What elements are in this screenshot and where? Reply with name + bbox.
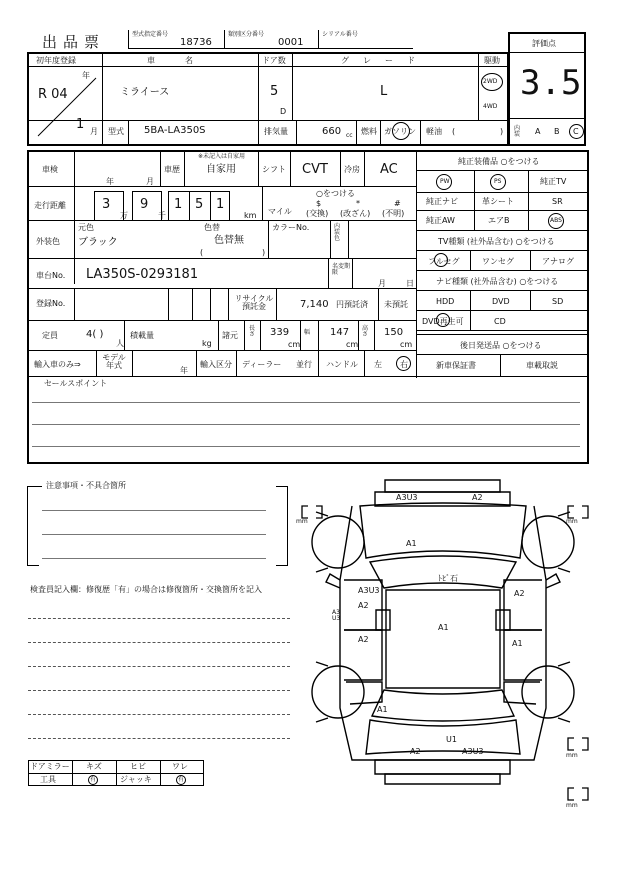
color-no-label: カラーNo. bbox=[272, 223, 310, 232]
capacity-label: 定員 bbox=[42, 331, 58, 340]
drive-label: 駆動 bbox=[484, 56, 500, 65]
dmg-rear-left: A2 bbox=[410, 747, 421, 756]
len-value: 339 bbox=[270, 327, 290, 338]
tools-h4: ワレ bbox=[172, 762, 188, 771]
chassis-value: LA350S-0293181 bbox=[86, 267, 199, 282]
car-diagram bbox=[290, 470, 600, 810]
year-unit: 年 bbox=[82, 71, 90, 80]
len-cm: cm bbox=[288, 340, 301, 349]
tools-h3: ヒビ bbox=[130, 762, 146, 771]
model-year-label: モデル年式 bbox=[102, 353, 126, 370]
type-label: 型式 bbox=[108, 127, 124, 136]
cooling-label: 冷房 bbox=[344, 165, 360, 174]
parallel-option: 並行 bbox=[296, 360, 312, 369]
tools-r2: 有 bbox=[90, 776, 97, 783]
insp-month: 月 bbox=[146, 177, 154, 186]
tv-oneseg: ワンセグ bbox=[482, 257, 514, 266]
category-label: 類別区分番号 bbox=[228, 31, 265, 38]
history-value: 自家用 bbox=[206, 164, 236, 175]
dmg-roof: A1 bbox=[438, 623, 449, 632]
load-label: 積載量 bbox=[130, 331, 154, 340]
grade-value: L bbox=[380, 84, 388, 99]
mileage-label: 走行距離 bbox=[34, 201, 66, 210]
alt-label: (改ざん) bbox=[340, 209, 371, 218]
equip-ps: PS bbox=[494, 178, 502, 185]
alt-sym: * bbox=[356, 199, 360, 208]
mileage-d5: 1 bbox=[216, 197, 225, 212]
notes-label: 注意事項・不具合箇所 bbox=[46, 481, 126, 490]
exch-label: (交換) bbox=[306, 209, 329, 218]
tv-fullseg: フルセグ bbox=[428, 257, 460, 266]
dealer-option: ディーラー bbox=[242, 360, 282, 369]
doc-title: 出品票 bbox=[42, 33, 106, 51]
dmg-fl-door-a: A3U3 bbox=[358, 586, 380, 595]
later-header: 後日発送品 ○をつける bbox=[460, 341, 542, 350]
displacement-unit: cc bbox=[346, 132, 353, 139]
door-suffix: D bbox=[280, 107, 287, 116]
equip-pw: PW bbox=[440, 178, 450, 185]
mileage-d4: 5 bbox=[195, 197, 204, 212]
tools-h2: キズ bbox=[86, 762, 102, 771]
mileage-d3: 1 bbox=[174, 197, 183, 212]
tools-h1: ドアミラー bbox=[30, 762, 70, 771]
interior-color-label: 内装色 bbox=[334, 223, 341, 242]
repaint-paren-open: ( bbox=[200, 248, 204, 257]
wid-cm: cm bbox=[346, 340, 359, 349]
hgt-value: 150 bbox=[384, 327, 404, 338]
hgt-cm: cm bbox=[400, 340, 413, 349]
history-label: 車歴 bbox=[164, 165, 180, 174]
drive-4wd: 4WD bbox=[483, 103, 498, 110]
diag-mm-1: mm bbox=[296, 518, 308, 525]
grade-label: グレード bbox=[341, 56, 429, 65]
orig-color: ブラック bbox=[78, 237, 118, 248]
diag-mm-4: mm bbox=[566, 802, 578, 809]
history-note: ※未記入は自家用 bbox=[198, 153, 246, 160]
drive-2wd: 2WD bbox=[483, 78, 498, 85]
diag-mm-3: mm bbox=[566, 752, 578, 759]
mileage-u2: 千 bbox=[158, 211, 166, 220]
interior-label: 内装 bbox=[514, 125, 521, 138]
right-option: 右 bbox=[400, 360, 408, 369]
hgt-label: 高さ bbox=[362, 325, 369, 338]
equip-header: 純正装備品 ○をつける bbox=[458, 157, 540, 166]
nc-day: 日 bbox=[406, 279, 414, 288]
tools-r4: 有 bbox=[178, 776, 185, 783]
serial-label: シリアル番号 bbox=[322, 31, 358, 38]
navi-cd: CD bbox=[494, 317, 506, 326]
tools-r1: 工具 bbox=[40, 775, 56, 784]
score-value: 3.5 bbox=[520, 63, 582, 103]
recycle-suffix: 円預託済 bbox=[336, 300, 368, 309]
dmg-front-right: A2 bbox=[472, 493, 483, 502]
wid-value: 147 bbox=[330, 327, 350, 338]
equip-abs: ABS bbox=[550, 217, 562, 224]
score-label: 評価点 bbox=[532, 39, 556, 48]
category-value: 0001 bbox=[278, 37, 304, 48]
interior-b: B bbox=[554, 127, 560, 136]
nc-month: 月 bbox=[378, 279, 386, 288]
dmg-windshield: ﾄﾋﾞ石 bbox=[438, 574, 458, 583]
type-value: 5BA-LA350S bbox=[144, 125, 206, 136]
repaint-value: 色替無 bbox=[214, 235, 244, 246]
name-change-label: 名変期限 bbox=[332, 263, 351, 276]
reg-no-label: 登録No. bbox=[36, 299, 66, 308]
tv-header: TV種類 (社外品含む) ○をつける bbox=[438, 237, 555, 246]
cooling-value: AC bbox=[380, 162, 398, 177]
navi-hdd: HDD bbox=[436, 297, 455, 306]
later-manual: 車載取説 bbox=[526, 361, 558, 370]
dmg-trunk: A1 bbox=[377, 705, 388, 714]
door-label: ドア数 bbox=[262, 56, 286, 65]
tv-analog: アナログ bbox=[542, 257, 574, 266]
import-label: 輸入車のみ⇒ bbox=[34, 360, 81, 369]
equip-navi: 純正ナビ bbox=[426, 197, 458, 206]
displacement-value: 660 bbox=[322, 126, 342, 137]
dmg-rear-right: A3U3 bbox=[462, 747, 484, 756]
fuel-value: ガソリン bbox=[384, 127, 416, 136]
displacement-label: 排気量 bbox=[264, 127, 288, 136]
insp-year: 年 bbox=[106, 177, 114, 186]
mileage-u1: 万 bbox=[120, 211, 128, 220]
first-reg-label: 初年度登録 bbox=[36, 56, 76, 65]
equip-leather: 革シート bbox=[482, 197, 514, 206]
car-name-label: 車名 bbox=[147, 56, 223, 65]
repaint-paren-close: ) bbox=[262, 248, 266, 257]
color-label: 外装色 bbox=[36, 237, 60, 246]
mileage-d2: 9 bbox=[140, 197, 149, 212]
mileage-d1: 3 bbox=[102, 197, 111, 212]
diesel-paren: ( bbox=[452, 127, 456, 136]
interior-a: A bbox=[535, 127, 541, 136]
unk-sym: # bbox=[394, 199, 401, 208]
exch-sym: $ bbox=[316, 199, 322, 208]
tools-r3: ジャッキ bbox=[120, 775, 152, 784]
dmg-rl-door: A2 bbox=[358, 635, 369, 644]
first-reg-year: R 04 bbox=[38, 87, 68, 102]
orig-color-label: 元色 bbox=[78, 223, 94, 232]
shift-label: シフト bbox=[262, 165, 286, 174]
inspector-label: 検査員記入欄：修復歴「有」の場合は修復箇所・交換箇所を記入 bbox=[30, 585, 262, 594]
dmg-right-front: A2 bbox=[514, 589, 525, 598]
equip-sr: SR bbox=[552, 197, 563, 206]
import-cat-label: 輸入区分 bbox=[200, 360, 232, 369]
mark-label: ○をつける bbox=[316, 189, 355, 198]
dims-label: 諸元 bbox=[222, 331, 238, 340]
capacity-value: 4( ) bbox=[86, 329, 104, 340]
designation-value: 18736 bbox=[180, 37, 212, 48]
shift-value: CVT bbox=[302, 162, 328, 177]
dmg-right-rear: A1 bbox=[512, 639, 523, 648]
person-unit: 人 bbox=[116, 339, 124, 348]
dmg-hood: A1 bbox=[406, 539, 417, 548]
equip-airb: エアB bbox=[488, 216, 510, 225]
len-label: 長さ bbox=[249, 325, 256, 338]
recycle-label: リサイクル預託金 bbox=[234, 294, 274, 311]
dmg-rear-mid: U1 bbox=[446, 735, 457, 744]
equip-tv: 純正TV bbox=[540, 177, 567, 186]
navi-header: ナビ種類 (社外品含む) ○をつける bbox=[436, 277, 559, 286]
inspection-label: 車検 bbox=[42, 165, 58, 174]
first-reg-month: 1 bbox=[76, 117, 85, 132]
unk-label: (不明) bbox=[382, 209, 405, 218]
mile-label: マイル bbox=[268, 207, 292, 216]
navi-dvd: DVD bbox=[492, 297, 510, 306]
repaint-label: 色替 bbox=[204, 223, 220, 232]
navi-dvdplay: DVD再生可 bbox=[422, 317, 464, 326]
fuel-label: 燃料 bbox=[361, 127, 377, 136]
kg-unit: kg bbox=[202, 339, 212, 348]
diag-mm-2: mm bbox=[566, 518, 578, 525]
diesel-label: 軽油 bbox=[426, 127, 442, 136]
interior-c: C bbox=[573, 127, 579, 136]
chassis-label: 車台No. bbox=[36, 271, 66, 280]
navi-sd: SD bbox=[552, 297, 564, 306]
recycle-unpaid: 未預託 bbox=[384, 300, 408, 309]
diesel-paren-close: ) bbox=[500, 127, 504, 136]
km-unit: km bbox=[244, 211, 257, 220]
dmg-fl-door-b: A2 bbox=[358, 601, 369, 610]
month-unit: 月 bbox=[90, 127, 98, 136]
car-name-value: ミライース bbox=[120, 87, 170, 98]
sales-points-label: セールスポイント bbox=[44, 379, 108, 388]
equip-aw: 純正AW bbox=[426, 216, 455, 225]
recycle-value: 7,140 bbox=[300, 299, 329, 310]
handle-label: ハンドル bbox=[326, 360, 358, 369]
model-year-unit: 年 bbox=[180, 366, 188, 375]
left-option: 左 bbox=[374, 360, 382, 369]
dmg-fender: A3 U3 bbox=[332, 609, 341, 622]
later-warranty: 新車保証書 bbox=[436, 361, 476, 370]
designation-label: 型式指定番号 bbox=[132, 31, 169, 38]
doors-value: 5 bbox=[270, 84, 279, 99]
wid-label: 幅 bbox=[304, 329, 311, 336]
dmg-front-left: A3U3 bbox=[396, 493, 418, 502]
